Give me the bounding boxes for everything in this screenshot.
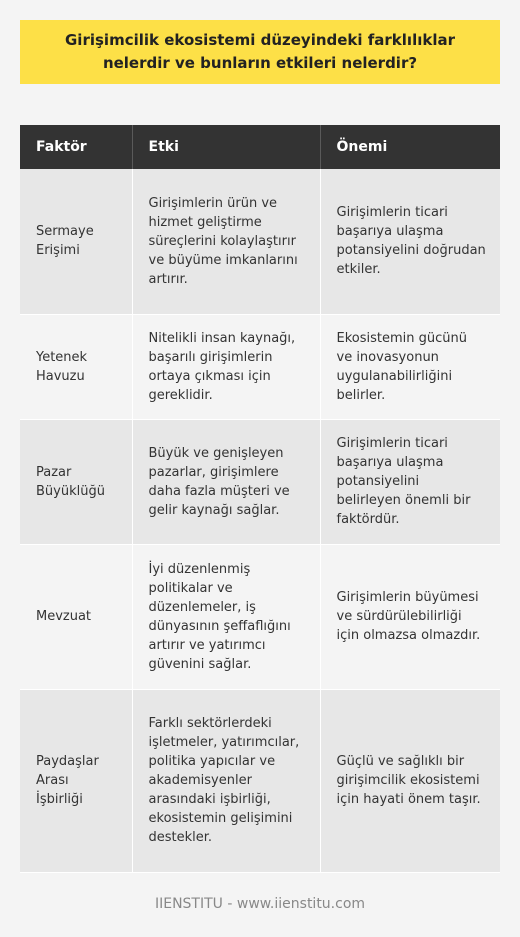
header-effect: Etki xyxy=(132,125,320,169)
effect-cell: İyi düzenlenmiş politikalar ve düzenlemeler, iş dünyasının şeffaflığını artırır ve yatırımcı güvenini sağlar. xyxy=(132,544,320,689)
header-factor: Faktör xyxy=(20,125,132,169)
header-importance: Önemi xyxy=(320,125,500,169)
table-row xyxy=(20,169,500,314)
importance-cell: Girişimlerin ticari başarıya ulaşma potansiyelini doğrudan etkiler. xyxy=(320,169,500,314)
factor-cell: Yetenek Havuzu xyxy=(20,314,132,419)
factor-cell: Mevzuat xyxy=(20,544,132,689)
importance-cell: Ekosistemin gücünü ve inovasyonun uygulanabilirliğini belirler. xyxy=(320,314,500,419)
importance-cell: Girişimlerin büyümesi ve sürdürülebilirliği için olmazsa olmazdır. xyxy=(320,544,500,689)
table-row xyxy=(20,314,500,419)
effect-cell: Farklı sektörlerdeki işletmeler, yatırımcılar, politika yapıcılar ve akademisyenler arasındaki işbirliği, ekosistemin gelişimini destekler. xyxy=(132,689,320,872)
table-header-row xyxy=(20,125,500,169)
table-row xyxy=(20,419,500,544)
importance-cell: Girişimlerin ticari başarıya ulaşma potansiyelini belirleyen önemli bir faktördür. xyxy=(320,419,500,544)
factor-cell: Paydaşlar Arası İşbirliği xyxy=(20,689,132,872)
table-row xyxy=(20,544,500,689)
factor-cell: Sermaye Erişimi xyxy=(20,169,132,314)
factor-cell: Pazar Büyüklüğü xyxy=(20,419,132,544)
effect-cell: Girişimlerin ürün ve hizmet geliştirme süreçlerini kolaylaştırır ve büyüme imkanlarını artırır. xyxy=(132,169,320,314)
effect-cell: Büyük ve genişleyen pazarlar, girişimlere daha fazla müşteri ve gelir kaynağı sağlar. xyxy=(132,419,320,544)
importance-cell: Güçlü ve sağlıklı bir girişimcilik ekosistemi için hayati önem taşır. xyxy=(320,689,500,872)
table-row xyxy=(20,689,500,872)
title-banner xyxy=(20,20,500,84)
page-title: Girişimcilik ekosistemi düzeyindeki farklılıklar nelerdir ve bunların etkileri nelerdir? xyxy=(65,31,455,72)
footer-credit: IIENSTITU - www.iienstitu.com xyxy=(154,896,366,912)
effect-cell: Nitelikli insan kaynağı, başarılı girişimlerin ortaya çıkması için gereklidir. xyxy=(132,314,320,419)
comparison-table xyxy=(20,125,500,873)
